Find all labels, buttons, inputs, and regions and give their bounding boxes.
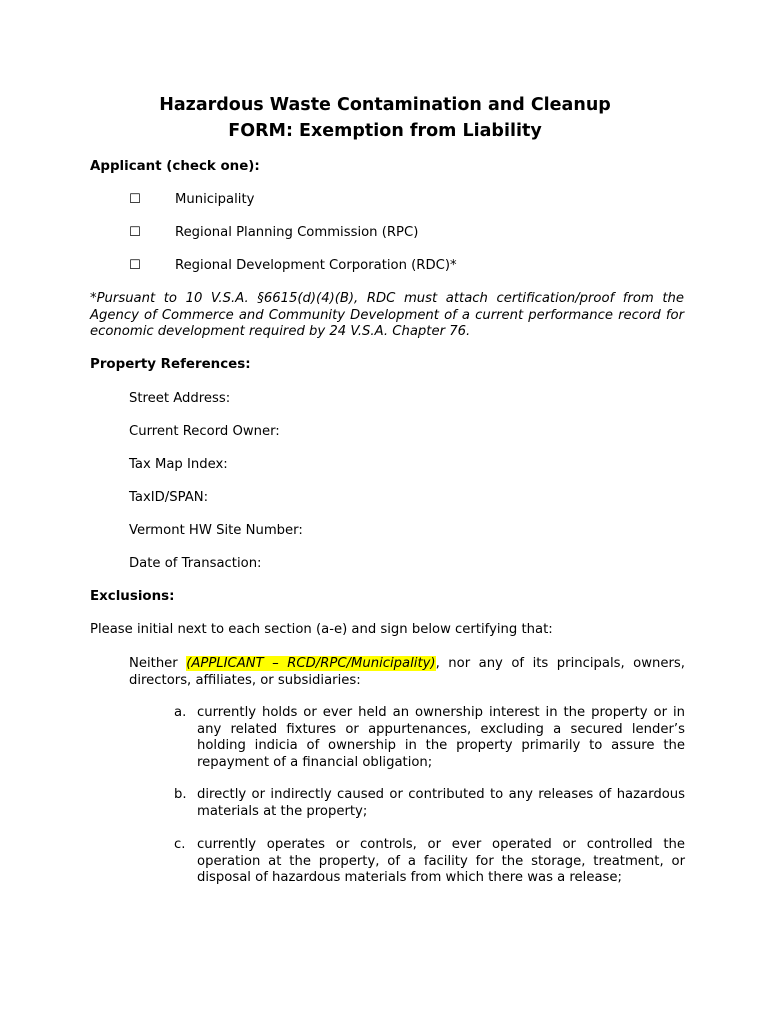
field-date-of-transaction: Date of Transaction: xyxy=(129,556,262,571)
field-taxid-span: TaxID/SPAN: xyxy=(129,490,209,505)
neither-suffix: , nor any of its principals, owners, directors, affiliates, or subsidiaries: xyxy=(129,656,685,688)
option-label: Regional Development Corporation (RDC)* xyxy=(175,258,457,273)
exclusion-item-c xyxy=(174,837,685,887)
exclusion-item-b xyxy=(174,787,685,820)
item-marker: a. xyxy=(174,705,187,720)
field-street-address: Street Address: xyxy=(129,391,231,406)
title-line-2: FORM: Exemption from Liability xyxy=(228,121,542,141)
field-hw-site-number: Vermont HW Site Number: xyxy=(129,523,303,538)
option-label: Municipality xyxy=(175,192,255,207)
neither-prefix: Neither xyxy=(129,656,187,671)
applicant-heading: Applicant (check one): xyxy=(90,159,260,174)
applicant-option-municipality[interactable] xyxy=(129,192,254,210)
exclusions-heading: Exclusions: xyxy=(90,589,175,604)
rdc-footnote: *Pursuant to 10 V.S.A. §6615(d)(4)(B), RDC must attach certification/proof from the Agency of Commerce and Community Development of a current performance record for economic development required by 24 V.S.A. Chapter 76. xyxy=(90,291,684,340)
property-heading: Property References: xyxy=(90,357,251,372)
form-title xyxy=(0,92,770,144)
option-label: Regional Planning Commission (RPC) xyxy=(175,225,419,240)
checkbox-icon[interactable]: ☐ xyxy=(129,192,141,207)
item-marker: c. xyxy=(174,837,186,852)
checkbox-icon[interactable]: ☐ xyxy=(129,258,141,273)
item-text: directly or indirectly caused or contributed to any releases of hazardous materials at the property; xyxy=(197,787,685,819)
exclusion-item-a xyxy=(174,705,685,771)
field-tax-map-index: Tax Map Index: xyxy=(129,457,228,472)
item-text: currently operates or controls, or ever operated or controlled the operation at the property, of a facility for the storage, treatment, or disposal of hazardous materials from which there was a release; xyxy=(197,837,685,886)
exclusions-instruction: Please initial next to each section (a-e) and sign below certifying that: xyxy=(90,622,553,637)
neither-paragraph xyxy=(129,656,685,689)
item-text: currently holds or ever held an ownership interest in the property or in any related fixtures or appurtenances, excluding a secured lender’s holding indicia of ownership in the property primarily to assure the repayment of a financial obligation; xyxy=(197,705,685,770)
applicant-placeholder-highlight: (APPLICANT – RCD/RPC/Municipality) xyxy=(186,656,436,671)
applicant-option-rpc[interactable] xyxy=(129,225,418,243)
checkbox-icon[interactable]: ☐ xyxy=(129,225,141,240)
field-current-record-owner: Current Record Owner: xyxy=(129,424,280,439)
item-marker: b. xyxy=(174,787,187,802)
title-line-1: Hazardous Waste Contamination and Cleanup xyxy=(159,95,611,115)
applicant-option-rdc[interactable] xyxy=(129,258,457,276)
